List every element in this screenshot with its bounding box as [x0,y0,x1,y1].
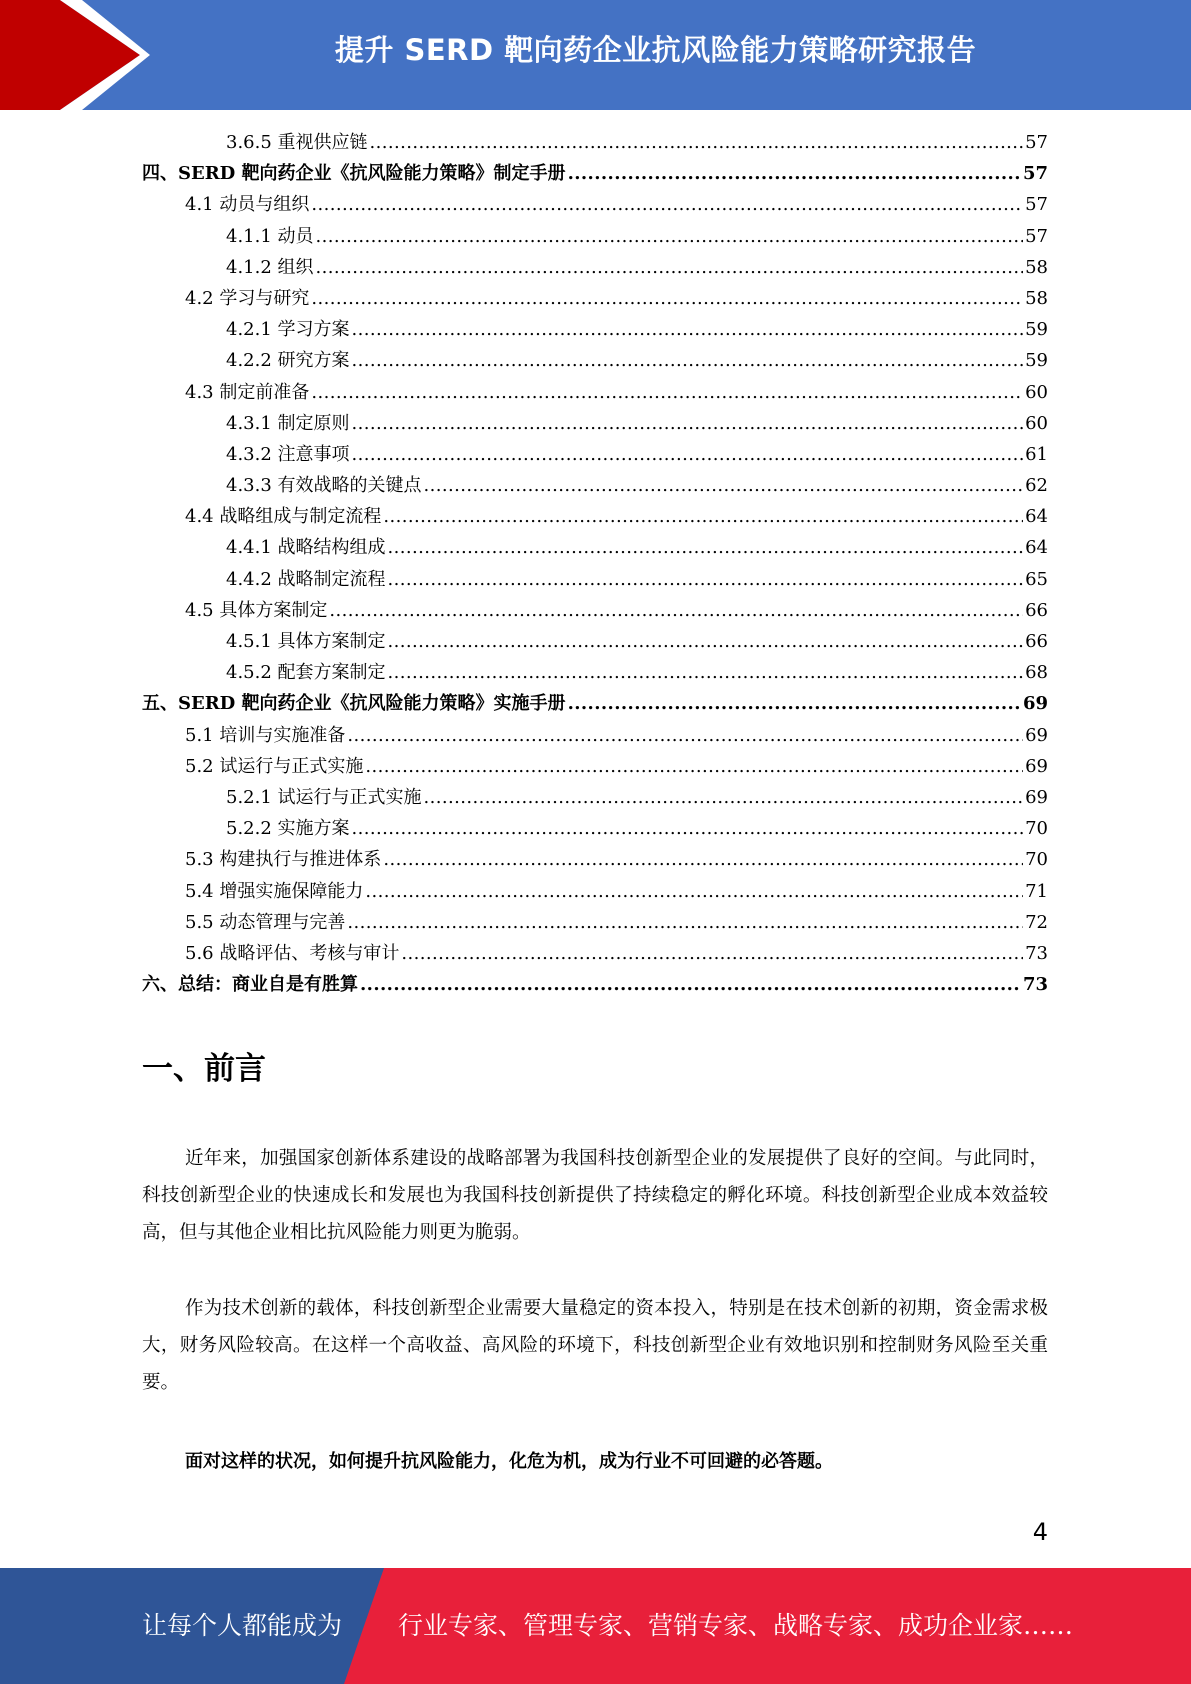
toc-leader-dots [383,501,1023,532]
toc-entry-label: 5.4 增强实施保障能力 [185,880,364,902]
toc-entry-label: 五、SERD 靶向药企业《抗风险能力策略》实施手册 [142,693,566,715]
toc-entry[interactable] [142,439,1048,470]
toc-entry[interactable] [142,813,1048,844]
toc-entry-label: 4.4 战略组成与制定流程 [185,506,382,528]
toc-entry-page: 68 [1025,662,1048,684]
toc-leader-dots [311,283,1023,314]
toc-entry-page: 71 [1025,880,1048,902]
toc-entry[interactable] [142,657,1048,688]
paragraph: 作为技术创新的载体，科技创新型企业需要大量稳定的资本投入，特别是在技术创新的初期，资金需求极大，财务风险较高。在这样一个高收益、高风险的环境下，科技创新型企业有效地识别和控制财务风险至关重要。 [142,1298,1048,1393]
toc-entry[interactable] [142,314,1048,345]
toc-entry-label: 六、总结：商业自是有胜算 [142,974,358,996]
toc-entry-label: 5.1 培训与实施准备 [185,724,346,746]
toc-entry-label: 4.4.1 战略结构组成 [226,537,386,559]
toc-entry[interactable] [142,969,1048,1000]
toc-entry[interactable] [142,377,1048,408]
paragraph-emphasis: 面对这样的状况，如何提升抗风险能力，化危为机，成为行业不可回避的必答题。 [185,1451,833,1472]
toc-entry-page: 70 [1025,818,1048,840]
toc-entry[interactable] [142,221,1048,252]
toc-entry-page: 57 [1025,194,1048,216]
toc-leader-dots [352,345,1024,376]
toc-entry-page: 64 [1025,537,1048,559]
toc-entry-page: 70 [1025,849,1048,871]
toc-entry-label: 3.6.5 重视供应链 [226,132,368,153]
footer-slogan-right: 行业专家、管理专家、营销专家、战略专家、成功企业家…… [398,1611,1074,1640]
toc-leader-dots [365,751,1023,782]
toc-entry-label: 5.3 构建执行与推进体系 [185,849,382,871]
toc-leader-dots [424,782,1024,813]
toc-entry-page: 59 [1025,319,1048,341]
toc-leader-dots [388,657,1024,688]
toc-entry-page: 73 [1022,974,1048,996]
toc-entry[interactable] [142,158,1048,189]
toc-entry-page: 61 [1025,443,1048,465]
page-header [0,0,1191,110]
toc-entry[interactable] [142,720,1048,751]
toc-leader-dots [388,626,1024,657]
footer-slogan-left: 让每个人都能成为 [142,1611,343,1640]
toc-leader-dots [388,564,1024,595]
toc-entry-label: 5.2.1 试运行与正式实施 [226,786,422,808]
toc-entry[interactable] [142,907,1048,938]
toc-leader-dots [424,470,1024,501]
toc-entry-page: 62 [1025,475,1048,497]
toc-entry[interactable] [142,876,1048,907]
toc-entry-page: 60 [1025,412,1048,434]
toc-entry[interactable] [142,595,1048,626]
toc-entry[interactable] [142,844,1048,875]
toc-entry-page: 65 [1025,568,1048,590]
toc-entry-label: 4.5.1 具体方案制定 [226,631,386,652]
page-number: 4 [1032,1518,1048,1546]
toc-leader-dots [568,158,1021,189]
chevron-decoration-icon [0,0,160,110]
toc-entry-page: 73 [1025,942,1048,964]
table-of-contents [142,127,1048,1000]
toc-entry-page: 64 [1025,506,1048,528]
toc-entry[interactable] [142,252,1048,283]
toc-entry[interactable] [142,938,1048,969]
toc-entry-label: 4.1.2 组织 [226,256,314,278]
toc-leader-dots [352,314,1024,345]
toc-entry-page: 69 [1025,786,1048,808]
section-heading: 一、前言 [142,1051,266,1087]
toc-leader-dots [329,595,1023,626]
toc-entry[interactable] [142,782,1048,813]
toc-entry-label: 5.2.2 实施方案 [226,818,350,840]
toc-leader-dots [347,720,1023,751]
toc-leader-dots [316,252,1024,283]
toc-leader-dots [365,876,1023,907]
toc-entry[interactable] [142,283,1048,314]
toc-entry[interactable] [142,408,1048,439]
toc-entry-label: 4.3.1 制定原则 [226,412,350,434]
toc-leader-dots [316,221,1024,252]
toc-leader-dots [311,377,1023,408]
toc-entry[interactable] [142,532,1048,563]
toc-entry-page: 57 [1025,225,1048,247]
toc-entry-page: 69 [1025,724,1048,746]
toc-entry[interactable] [142,501,1048,532]
toc-entry[interactable] [142,626,1048,657]
toc-entry-label: 4.3.2 注意事项 [226,443,350,465]
toc-entry[interactable] [142,564,1048,595]
toc-leader-dots [360,969,1021,1000]
toc-entry[interactable] [142,189,1048,220]
toc-entry-label: 4.1 动员与组织 [185,194,310,216]
toc-entry[interactable] [142,470,1048,501]
toc-entry-page: 66 [1025,631,1048,652]
toc-entry-label: 4.4.2 战略制定流程 [226,568,386,590]
toc-entry-label: 4.2.1 学习方案 [226,319,350,341]
toc-entry-page: 69 [1025,755,1048,777]
document-title: 提升 SERD 靶向药企业抗风险能力策略研究报告 [334,33,977,67]
toc-leader-dots [401,938,1023,969]
toc-leader-dots [311,189,1023,220]
toc-entry-label: 5.2 试运行与正式实施 [185,755,364,777]
toc-entry-label: 4.5 具体方案制定 [185,599,328,621]
toc-entry-page: 60 [1025,381,1048,403]
toc-leader-dots [568,688,1021,719]
toc-entry-page: 58 [1025,256,1048,278]
toc-leader-dots [352,813,1024,844]
paragraph: 近年来，加强国家创新体系建设的战略部署为我国科技创新型企业的发展提供了良好的空间。与此同时，科技创新型企业的快速成长和发展也为我国科技创新提供了持续稳定的孵化环境。科技创新型企业成本效益较高，但与其他企业相比抗风险能力则更为脆弱。 [142,1148,1048,1243]
toc-entry-label: 4.2.2 研究方案 [226,350,350,372]
toc-entry-page: 57 [1025,132,1048,153]
toc-entry-page: 58 [1025,287,1048,309]
page-footer [0,1568,1191,1684]
toc-entry-label: 4.5.2 配套方案制定 [226,662,386,684]
toc-entry[interactable] [142,127,1048,158]
toc-leader-dots [388,532,1024,563]
toc-entry[interactable] [142,751,1048,782]
toc-leader-dots [370,127,1024,158]
toc-entry-page: 66 [1025,599,1048,621]
toc-entry-page: 72 [1025,911,1048,933]
toc-entry-label: 5.5 动态管理与完善 [185,911,346,933]
toc-leader-dots [352,408,1024,439]
toc-entry-label: 4.1.1 动员 [226,225,314,247]
toc-entry-page: 69 [1022,693,1048,715]
toc-entry-page: 57 [1022,163,1048,185]
toc-entry-label: 4.3 制定前准备 [185,381,310,403]
toc-leader-dots [383,844,1023,875]
toc-entry-label: 5.6 战略评估、考核与审计 [185,942,400,964]
toc-entry-label: 四、SERD 靶向药企业《抗风险能力策略》制定手册 [142,163,566,185]
toc-entry-label: 4.3.3 有效战略的关键点 [226,475,422,497]
toc-leader-dots [352,439,1024,470]
toc-entry[interactable] [142,345,1048,376]
toc-entry-page: 59 [1025,350,1048,372]
toc-entry[interactable] [142,688,1048,719]
toc-entry-label: 4.2 学习与研究 [185,287,310,309]
toc-leader-dots [347,907,1023,938]
